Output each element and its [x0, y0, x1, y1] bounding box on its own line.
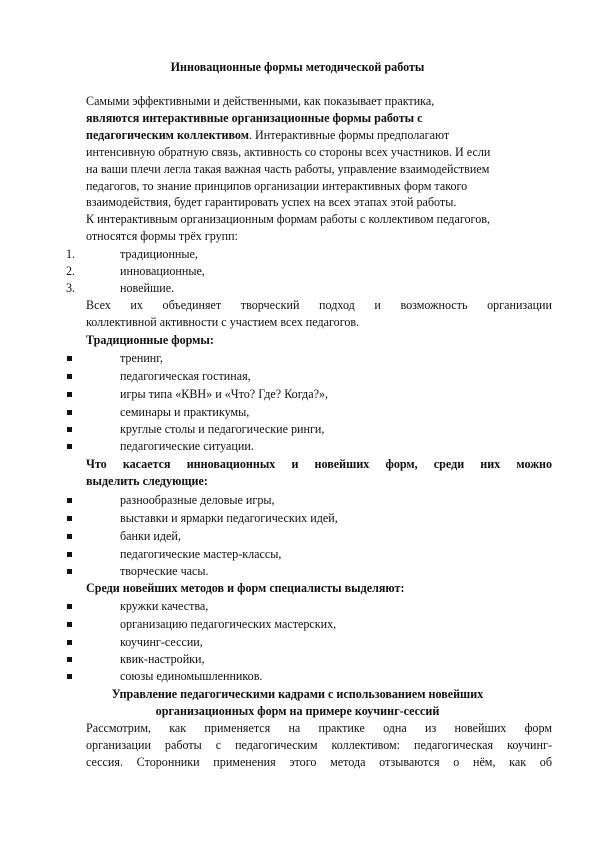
list-item-text: тренинг, — [120, 351, 163, 365]
bullet-icon — [67, 534, 72, 539]
list-item-text: выставки и ярмарки педагогических идей, — [120, 511, 338, 525]
intro-line: Самыми эффективными и действенными, как показывает практика, — [86, 94, 435, 108]
list-item-text: инновационные, — [120, 264, 205, 278]
section-line: Рассмотрим, как применяется на практике одна из новейших форм — [86, 721, 552, 735]
list-item-text: разнообразные деловые игры, — [120, 493, 275, 507]
list-item-text: круглые столы и педагогические ринги, — [120, 422, 325, 436]
bullet-icon — [67, 410, 72, 415]
intro-line-bold: являются интерактивные организационные формы работы с — [86, 110, 423, 125]
list-item-text: новейшие. — [120, 281, 175, 295]
intro-line: взаимодействия, будет гарантировать успех на всех этапах этой работы. — [86, 195, 457, 210]
list-number: 3. — [66, 281, 76, 295]
bullet-icon — [67, 622, 72, 627]
unite-line: коллективной активности с участием всех педагогов. — [86, 314, 360, 329]
intro-paragraph — [86, 93, 552, 245]
bullet-icon — [67, 657, 72, 662]
list-item-text: педагогическая гостиная, — [120, 369, 251, 383]
section-paragraph — [86, 720, 552, 771]
intro-line — [86, 127, 552, 144]
list-item-text: традиционные, — [120, 247, 198, 261]
document-title: Инновационные формы методической работы — [170, 60, 425, 74]
list-item-text: педагогические ситуации. — [120, 439, 254, 453]
bullet-icon — [67, 640, 72, 645]
bullet-icon — [67, 392, 72, 397]
intro-line: на ваши плечи легла такая важная часть работы, управление взаимодействием — [86, 161, 490, 176]
list-item-text: квик-настройки, — [120, 652, 205, 666]
bullet-icon — [67, 674, 72, 679]
bullet-icon — [67, 356, 72, 361]
section-line: организации работы с педагогическим коллективом: педагогическая коучинг- — [86, 737, 552, 752]
intro-line: педагогов, то знание принципов организации интерактивных форм такого — [86, 178, 468, 193]
intro-line: интенсивную обратную связь, активность со стороны всех участников. И если — [86, 144, 491, 159]
list-item-text: коучинг-сессии, — [120, 635, 203, 649]
innovative-heading-line: выделить следующие: — [86, 473, 208, 488]
list-item-text: союзы единомышленников. — [120, 669, 263, 683]
section-title-line: Управление педагогическими кадрами с использованием новейших — [111, 687, 484, 701]
bullet-icon — [67, 427, 72, 432]
bullet-icon — [67, 552, 72, 557]
intro-line: К интерактивным организационным формам работы с коллективом педагогов, — [86, 212, 490, 227]
list-item-text: кружки качества, — [120, 599, 209, 613]
list-item-text: банки идей, — [120, 529, 181, 543]
intro-line-rest: . Интерактивные формы предполагают — [248, 127, 450, 142]
list-item-text: игры типа «КВН» и «Что? Где? Когда?», — [120, 387, 329, 401]
traditional-heading: Традиционные формы: — [86, 333, 214, 347]
list-number: 1. — [66, 247, 76, 261]
unite-line: Всех их объединяет творческий подход и возможность организации — [86, 298, 552, 312]
bullet-icon — [67, 516, 72, 521]
list-number: 2. — [66, 264, 76, 278]
innovative-heading-line: Что касается инновационных и новейших форм, среди них можно — [86, 457, 552, 471]
bullet-icon — [67, 374, 72, 379]
list-item-text: семинары и практикумы, — [120, 405, 250, 419]
intro-line: относятся формы трёх групп: — [86, 229, 238, 244]
bullet-icon — [67, 444, 72, 449]
newest-heading: Среди новейших методов и форм специалисты выделяют: — [86, 581, 405, 595]
bullet-icon — [67, 604, 72, 609]
unite-paragraph — [86, 297, 552, 331]
bullet-icon — [67, 569, 72, 574]
list-item-text: педагогические мастер-классы, — [120, 547, 282, 561]
section-line: сессия. Сторонники применения этого метода отзываются о нём, как об — [86, 754, 552, 769]
bullet-icon — [67, 498, 72, 503]
list-item-text: творческие часы. — [120, 564, 209, 578]
list-item-text: организацию педагогических мастерских, — [120, 617, 337, 631]
section-title-line: организационных форм на примере коучинг-сессий — [155, 704, 440, 718]
intro-bold-phrase: педагогическим коллективом — [86, 127, 249, 142]
innovative-heading — [86, 456, 552, 490]
